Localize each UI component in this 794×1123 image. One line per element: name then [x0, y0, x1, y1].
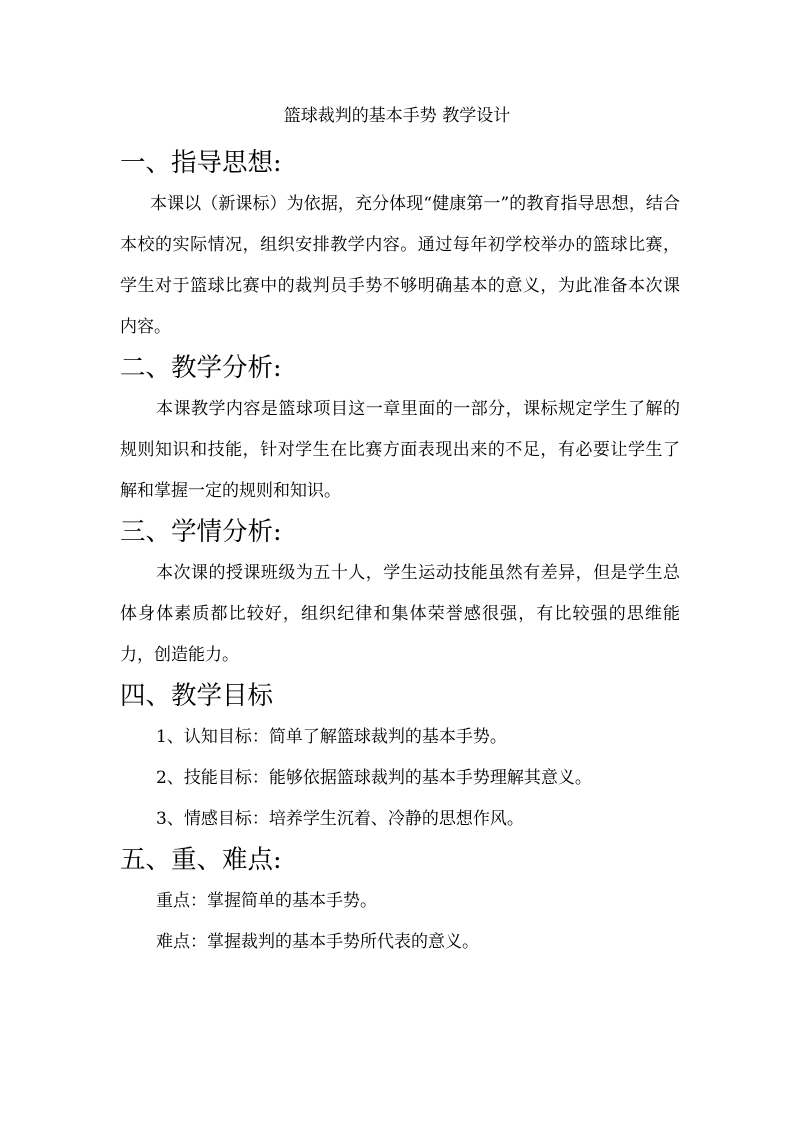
objective-item: 3、情感目标：培养学生沉着、冷静的思想作风。 [156, 809, 524, 829]
section-paragraph: 本课教学内容是篮球项目这一章里面的一部分，课标规定学生了解的规则知识和技能，针对学生在比赛方面表现出来的不足，有必要让学生了解和掌握一定的规则和知识。 [120, 399, 680, 501]
section-student-analysis [120, 512, 680, 676]
difficult-point-item: 难点：掌握裁判的基本手势所代表的意义。 [156, 932, 479, 952]
section-heading: 五、重、难点: [120, 845, 282, 875]
document-body [120, 143, 680, 963]
section-heading: 二、教学分析: [120, 353, 282, 383]
section-heading: 一、指导思想: [120, 148, 282, 178]
document-title: 篮球裁判的基本手势 教学设计 [283, 106, 511, 126]
section-teaching-analysis [120, 348, 680, 512]
section-teaching-objectives [120, 676, 680, 840]
objective-item: 2、技能目标：能够依据篮球裁判的基本手势理解其意义。 [156, 768, 592, 788]
objective-item: 1、认知目标：简单了解篮球裁判的基本手势。 [156, 727, 507, 747]
section-heading: 四、教学目标 [120, 681, 274, 711]
section-guiding-ideology [120, 143, 680, 348]
section-key-difficult-points [120, 840, 680, 963]
key-point-item: 重点：掌握简单的基本手势。 [156, 891, 377, 911]
section-heading: 三、学情分析: [120, 517, 282, 547]
section-paragraph: 本次课的授课班级为五十人，学生运动技能虽然有差异，但是学生总体身体素质都比较好，组织纪律和集体荣誉感很强，有比较强的思维能力，创造能力。 [120, 563, 680, 665]
section-paragraph: 本课以（新课标）为依据，充分体现“健康第一”的教育指导思想，结合本校的实际情况，组织安排教学内容。通过每年初学校举办的篮球比赛，学生对于篮球比赛中的裁判员手势不够明确基本的意义，为此准备本次课内容。 [120, 194, 680, 337]
